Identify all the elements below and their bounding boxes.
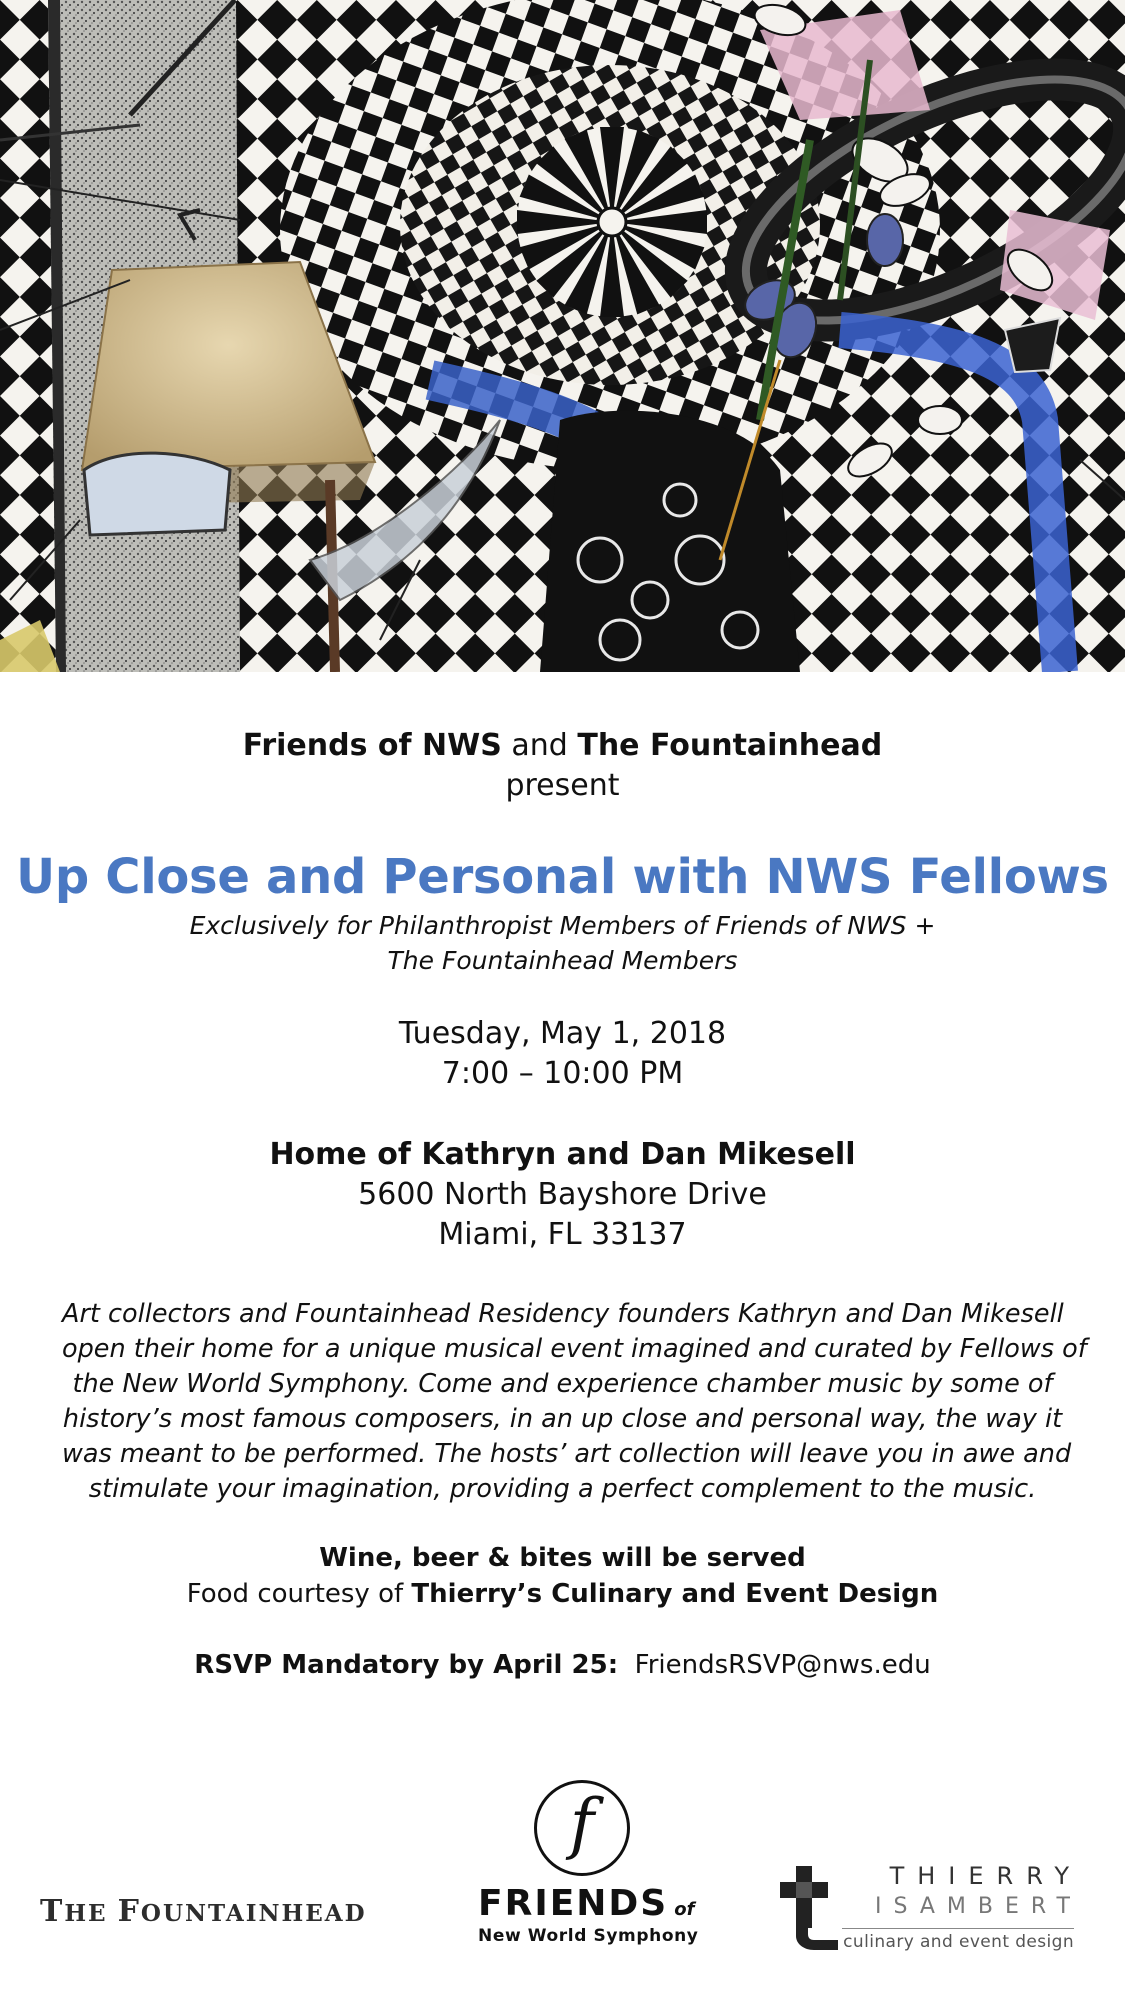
fountainhead-logo-ountainhead: OUNTAINHEAD [140, 1900, 367, 1927]
refreshments-note: Wine, beer & bites will be served [319, 1543, 806, 1573]
description-line: open their home for a unique musical event imagined and curated by Fellows of [62, 1334, 1087, 1364]
fountainhead-logo [40, 1894, 420, 1929]
venue-city: Miami, FL 33137 [438, 1217, 687, 1252]
presenters-conjunction: and [511, 728, 568, 763]
hero-artwork-image [0, 0, 1125, 672]
description-line: the New World Symphony. Come and experience chamber music by some of [72, 1369, 1053, 1399]
presenter-friends-of-nws: Friends of NWS [242, 728, 502, 763]
description-line: history’s most famous composers, in an up close and personal way, the way it [62, 1404, 1063, 1434]
event-title: Up Close and Personal with NWS Fellows [16, 849, 1109, 905]
venue-name: Home of Kathryn and Dan Mikesell [269, 1137, 856, 1172]
presenters-line [0, 726, 1125, 766]
caterer-name: Thierry’s Culinary and Event Design [411, 1579, 939, 1609]
thierry-first-name: THIERRY [889, 1862, 1082, 1890]
description-line: Art collectors and Fountainhead Residency founders Kathryn and Dan Mikesell [62, 1299, 1064, 1329]
friends-of-nws-logo [470, 1780, 700, 1950]
thierry-isambert-logo [780, 1862, 1080, 1958]
fountainhead-logo-t: T [40, 1894, 65, 1929]
fountainhead-logo-f: F [117, 1894, 141, 1929]
friends-logo-f-glyph: f [569, 1785, 595, 1862]
description-line: stimulate your imagination, providing a perfect complement to the music. [88, 1474, 1037, 1504]
food-courtesy-line [0, 1576, 1125, 1612]
rsvp-email-link[interactable]: FriendsRSVP@nws.edu [634, 1650, 931, 1680]
rsvp-line [0, 1647, 1125, 1683]
present-label: present [505, 768, 620, 803]
friends-logo-subtitle: New World Symphony [478, 1926, 699, 1946]
friends-logo-friends: FRIENDS [478, 1883, 669, 1924]
event-subtitle-line-1: Exclusively for Philanthropist Members of Friends of NWS + [189, 911, 936, 940]
venue-street: 5600 North Bayshore Drive [358, 1177, 767, 1212]
event-description [62, 1297, 1087, 1507]
friends-logo-word [478, 1884, 694, 1930]
event-date: Tuesday, May 1, 2018 [398, 1016, 727, 1051]
thierry-divider [842, 1928, 1074, 1929]
food-courtesy-prefix: Food courtesy of [186, 1579, 404, 1609]
thierry-mark-icon [780, 1866, 840, 1950]
rsvp-label: RSVP Mandatory by April 25: [194, 1650, 619, 1680]
description-line: was meant to be performed. The hosts’ art collection will leave you in awe and [62, 1439, 1072, 1469]
thierry-last-name: ISAMBERT [874, 1894, 1082, 1919]
friends-logo-of: of [674, 1899, 695, 1920]
presenter-fountainhead: The Fountainhead [577, 728, 883, 763]
event-time: 7:00 – 10:00 PM [441, 1056, 684, 1091]
fountainhead-logo-he: HE [64, 1900, 118, 1927]
event-subtitle-line-2: The Fountainhead Members [387, 946, 738, 975]
thierry-tagline: culinary and event design [843, 1932, 1074, 1952]
